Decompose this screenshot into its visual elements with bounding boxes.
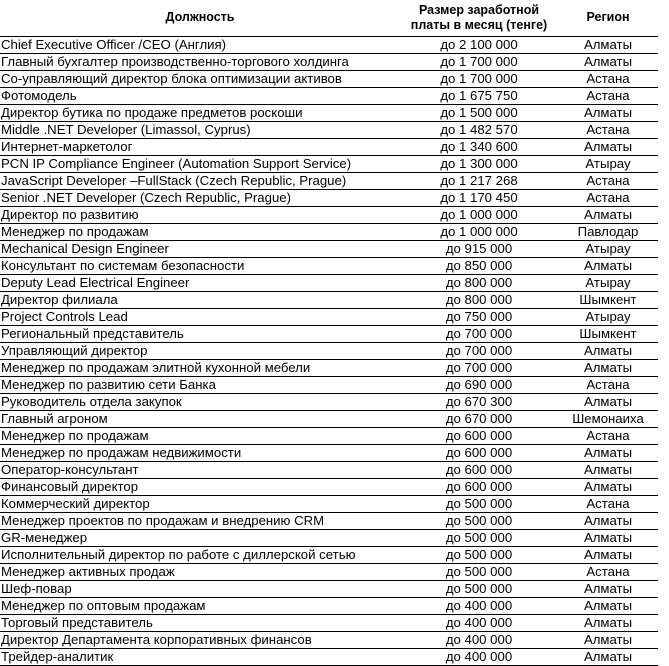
table-row <box>0 495 658 512</box>
table-row <box>0 359 658 376</box>
cell-salary: до 500 000 <box>400 495 558 512</box>
table-row <box>0 631 658 648</box>
table-row <box>0 376 658 393</box>
cell-region: Астана <box>558 189 658 206</box>
table-row <box>0 444 658 461</box>
cell-salary: до 670 000 <box>400 410 558 427</box>
table-row <box>0 70 658 87</box>
cell-position: Менеджер по продажам недвижимости <box>0 444 400 461</box>
cell-salary: до 400 000 <box>400 648 558 665</box>
cell-region: Алматы <box>558 206 658 223</box>
cell-position: Управляющий директор <box>0 342 400 359</box>
header-salary: Размер заработной платы в месяц (тенге) <box>400 0 558 36</box>
table-row <box>0 36 658 53</box>
header-row <box>0 0 658 36</box>
cell-position: Финансовый директор <box>0 478 400 495</box>
cell-region: Алматы <box>558 359 658 376</box>
cell-position: Senior .NET Developer (Czech Republic, Prague) <box>0 189 400 206</box>
cell-region: Алматы <box>558 444 658 461</box>
cell-salary: до 750 000 <box>400 308 558 325</box>
table-row <box>0 427 658 444</box>
cell-region: Алматы <box>558 529 658 546</box>
cell-salary: до 1 700 000 <box>400 53 558 70</box>
cell-region: Атырау <box>558 308 658 325</box>
cell-position: Директор Департамента корпоративных финансов <box>0 631 400 648</box>
cell-region: Астана <box>558 563 658 580</box>
cell-position: Торговый представитель <box>0 614 400 631</box>
table-row <box>0 529 658 546</box>
cell-position: Директор бутика по продаже предметов роскоши <box>0 104 400 121</box>
cell-position: JavaScript Developer –FullStack (Czech Republic, Prague) <box>0 172 400 189</box>
cell-position: Менеджер активных продаж <box>0 563 400 580</box>
cell-position: Со-управляющий директор блока оптимизации активов <box>0 70 400 87</box>
cell-position: Главный бухгалтер производственно-торгового холдинга <box>0 53 400 70</box>
cell-salary: до 1 000 000 <box>400 223 558 240</box>
cell-salary: до 1 700 000 <box>400 70 558 87</box>
cell-position: Консультант по системам безопасности <box>0 257 400 274</box>
cell-region: Астана <box>558 121 658 138</box>
cell-region: Алматы <box>558 648 658 665</box>
cell-region: Алматы <box>558 393 658 410</box>
cell-salary: до 670 300 <box>400 393 558 410</box>
cell-position: GR-менеджер <box>0 529 400 546</box>
cell-salary: до 700 000 <box>400 359 558 376</box>
cell-salary: до 400 000 <box>400 631 558 648</box>
cell-region: Павлодар <box>558 223 658 240</box>
cell-salary: до 850 000 <box>400 257 558 274</box>
cell-region: Алматы <box>558 597 658 614</box>
cell-salary: до 400 000 <box>400 597 558 614</box>
cell-region: Алматы <box>558 257 658 274</box>
cell-region: Атырау <box>558 240 658 257</box>
cell-salary: до 1 675 750 <box>400 87 558 104</box>
cell-position: Директор филиала <box>0 291 400 308</box>
cell-position: Deputy Lead Electrical Engineer <box>0 274 400 291</box>
cell-salary: до 500 000 <box>400 546 558 563</box>
cell-position: Менеджер по развитию сети Банка <box>0 376 400 393</box>
cell-region: Алматы <box>558 580 658 597</box>
cell-salary: до 915 000 <box>400 240 558 257</box>
cell-position: Шеф-повар <box>0 580 400 597</box>
cell-salary: до 1 170 450 <box>400 189 558 206</box>
cell-region: Алматы <box>558 342 658 359</box>
table-body <box>0 36 658 665</box>
cell-salary: до 600 000 <box>400 444 558 461</box>
table-row <box>0 325 658 342</box>
table-row <box>0 138 658 155</box>
cell-region: Алматы <box>558 546 658 563</box>
cell-position: Middle .NET Developer (Limassol, Cyprus) <box>0 121 400 138</box>
cell-position: Менеджер по продажам <box>0 427 400 444</box>
cell-region: Астана <box>558 376 658 393</box>
table-row <box>0 546 658 563</box>
table-row <box>0 563 658 580</box>
cell-region: Алматы <box>558 461 658 478</box>
cell-salary: до 600 000 <box>400 427 558 444</box>
table-row <box>0 291 658 308</box>
table-row <box>0 393 658 410</box>
cell-salary: до 600 000 <box>400 478 558 495</box>
cell-salary: до 500 000 <box>400 512 558 529</box>
cell-region: Алматы <box>558 138 658 155</box>
table-row <box>0 580 658 597</box>
table-row <box>0 597 658 614</box>
header-region: Регион <box>558 0 658 36</box>
table-row <box>0 512 658 529</box>
cell-salary: до 700 000 <box>400 342 558 359</box>
table-row <box>0 240 658 257</box>
cell-position: Трейдер-аналитик <box>0 648 400 665</box>
cell-salary: до 500 000 <box>400 580 558 597</box>
cell-region: Астана <box>558 172 658 189</box>
table-row <box>0 461 658 478</box>
cell-salary: до 690 000 <box>400 376 558 393</box>
cell-salary: до 500 000 <box>400 563 558 580</box>
table-row <box>0 87 658 104</box>
cell-salary: до 600 000 <box>400 461 558 478</box>
cell-salary: до 1 217 268 <box>400 172 558 189</box>
table-row <box>0 648 658 665</box>
cell-salary: до 800 000 <box>400 291 558 308</box>
cell-position: PCN IP Compliance Engineer (Automation Support Service) <box>0 155 400 172</box>
cell-salary: до 700 000 <box>400 325 558 342</box>
table-row <box>0 172 658 189</box>
cell-region: Шымкент <box>558 291 658 308</box>
cell-position: Фотомодель <box>0 87 400 104</box>
cell-salary: до 500 000 <box>400 529 558 546</box>
table-row <box>0 342 658 359</box>
cell-region: Астана <box>558 87 658 104</box>
cell-salary: до 1 340 600 <box>400 138 558 155</box>
table-row <box>0 155 658 172</box>
cell-position: Менеджер по продажам <box>0 223 400 240</box>
cell-region: Алматы <box>558 478 658 495</box>
cell-position: Главный агроном <box>0 410 400 427</box>
cell-position: Chief Executive Officer /CEO (Англия) <box>0 36 400 53</box>
cell-region: Астана <box>558 495 658 512</box>
cell-region: Шымкент <box>558 325 658 342</box>
cell-position: Исполнительный директор по работе с диллерской сетью <box>0 546 400 563</box>
cell-salary: до 1 000 000 <box>400 206 558 223</box>
cell-salary: до 1 300 000 <box>400 155 558 172</box>
cell-region: Шемонаиха <box>558 410 658 427</box>
cell-salary: до 1 482 570 <box>400 121 558 138</box>
cell-position: Директор по развитию <box>0 206 400 223</box>
table-row <box>0 308 658 325</box>
cell-salary: до 2 100 000 <box>400 36 558 53</box>
cell-position: Менеджер по продажам элитной кухонной мебели <box>0 359 400 376</box>
cell-region: Алматы <box>558 512 658 529</box>
table-row <box>0 410 658 427</box>
table-header <box>0 0 658 36</box>
cell-region: Алматы <box>558 614 658 631</box>
table-row <box>0 223 658 240</box>
cell-position: Project Controls Lead <box>0 308 400 325</box>
cell-region: Атырау <box>558 155 658 172</box>
cell-region: Астана <box>558 427 658 444</box>
cell-position: Mechanical Design Engineer <box>0 240 400 257</box>
table-row <box>0 53 658 70</box>
table-row <box>0 274 658 291</box>
header-position: Должность <box>0 0 400 36</box>
cell-region: Алматы <box>558 631 658 648</box>
table-row <box>0 206 658 223</box>
cell-region: Алматы <box>558 104 658 121</box>
cell-position: Оператор-консультант <box>0 461 400 478</box>
table-row <box>0 121 658 138</box>
cell-position: Менеджер проектов по продажам и внедрению CRM <box>0 512 400 529</box>
table-row <box>0 257 658 274</box>
cell-position: Интернет-маркетолог <box>0 138 400 155</box>
cell-region: Алматы <box>558 36 658 53</box>
table-row <box>0 614 658 631</box>
cell-region: Астана <box>558 70 658 87</box>
cell-position: Коммерческий директор <box>0 495 400 512</box>
cell-salary: до 400 000 <box>400 614 558 631</box>
table-row <box>0 189 658 206</box>
cell-position: Менеджер по оптовым продажам <box>0 597 400 614</box>
cell-salary: до 1 500 000 <box>400 104 558 121</box>
table-row <box>0 104 658 121</box>
cell-salary: до 800 000 <box>400 274 558 291</box>
cell-position: Региональный представитель <box>0 325 400 342</box>
cell-region: Алматы <box>558 53 658 70</box>
table-row <box>0 478 658 495</box>
cell-position: Руководитель отдела закупок <box>0 393 400 410</box>
cell-region: Атырау <box>558 274 658 291</box>
